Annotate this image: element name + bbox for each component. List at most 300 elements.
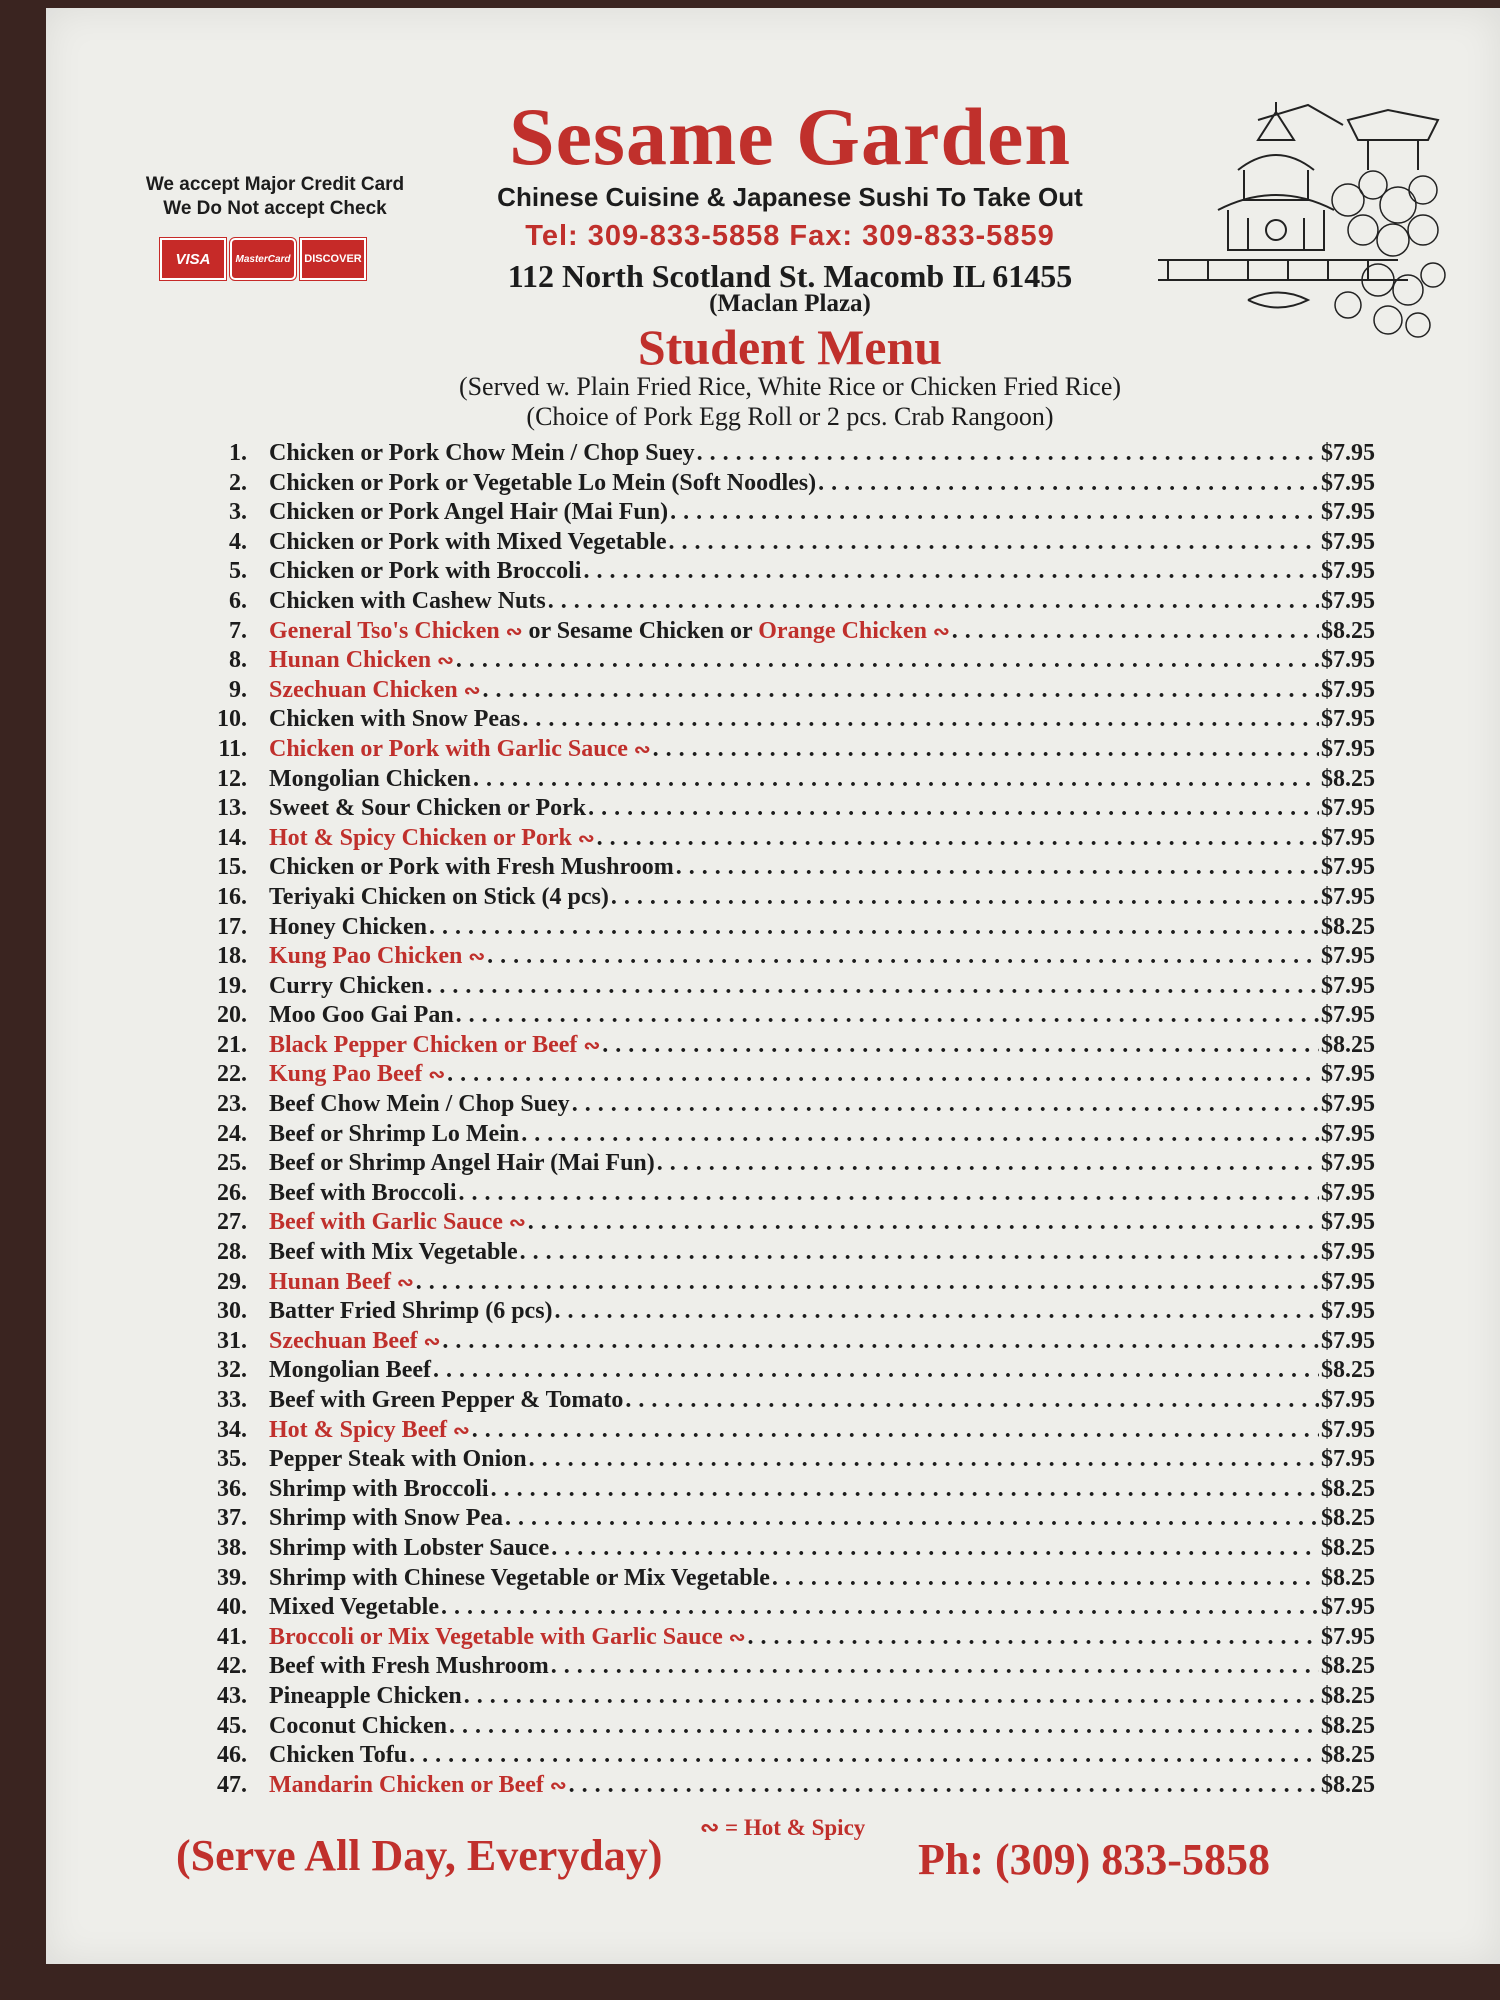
item-number: 6.	[229, 587, 247, 614]
leader-dots	[551, 1653, 1319, 1680]
spicy-icon: ∾	[633, 738, 651, 761]
leader-dots	[416, 1269, 1319, 1296]
item-name	[269, 1032, 600, 1059]
item-price: $7.95	[1321, 972, 1375, 999]
item-name	[269, 440, 695, 467]
leader-dots	[433, 1357, 1319, 1384]
item-number: 35.	[217, 1446, 247, 1473]
item-name-text: Pepper Steak with Onion	[269, 1446, 527, 1473]
item-name	[269, 1387, 623, 1414]
menu-item	[195, 1032, 1375, 1062]
item-name-text: Chicken with Snow Peas	[269, 706, 521, 733]
leader-dots	[429, 914, 1319, 941]
item-number: 4.	[229, 528, 247, 555]
item-price: $8.25	[1321, 617, 1375, 644]
menu-item	[195, 736, 1375, 766]
spicy-icon: ∾	[423, 1330, 441, 1353]
menu-item	[195, 1772, 1375, 1802]
item-price: $7.95	[1321, 706, 1375, 733]
item-price: $7.95	[1321, 499, 1375, 526]
item-number: 40.	[217, 1594, 247, 1621]
leader-dots	[456, 647, 1319, 674]
leader-dots	[441, 1594, 1319, 1621]
item-name	[269, 1565, 770, 1592]
item-name	[269, 1357, 431, 1384]
item-name-part: or Sesame Chicken or	[522, 617, 759, 644]
item-name-text: Hot & Spicy Beef	[269, 1416, 447, 1443]
leader-dots	[588, 795, 1319, 822]
item-name-text: Chicken Tofu	[269, 1742, 408, 1769]
item-name	[269, 825, 595, 852]
serving-hours: (Serve All Day, Everyday)	[176, 1831, 663, 1880]
item-name-text: Batter Fried Shrimp (6 pcs)	[269, 1298, 553, 1325]
item-number: 36.	[217, 1475, 247, 1502]
item-number: 14.	[217, 824, 247, 851]
item-name	[269, 588, 546, 615]
item-number: 16.	[217, 883, 247, 910]
leader-dots	[772, 1565, 1319, 1592]
menu-item	[195, 706, 1375, 736]
menu-item	[195, 1653, 1375, 1683]
item-name-text: Pineapple Chicken	[269, 1682, 462, 1709]
item-name	[269, 1594, 439, 1621]
item-name	[269, 736, 651, 763]
leader-dots	[473, 766, 1319, 793]
item-name	[269, 677, 480, 704]
menu-item	[195, 558, 1375, 588]
item-number: 28.	[217, 1239, 247, 1266]
item-name-text: Hunan Beef	[269, 1268, 392, 1295]
item-name	[269, 499, 668, 526]
leader-dots	[551, 1535, 1319, 1562]
menu-item	[195, 529, 1375, 559]
menu-item	[195, 647, 1375, 677]
item-number: 20.	[217, 1002, 247, 1029]
item-price: $7.95	[1321, 1209, 1375, 1236]
menu-item	[195, 825, 1375, 855]
item-name-text: Hot & Spicy Chicken or Pork	[269, 824, 572, 851]
item-number: 31.	[217, 1327, 247, 1354]
item-price: $7.95	[1321, 1446, 1375, 1473]
item-name	[269, 1180, 457, 1207]
item-name	[269, 884, 609, 911]
item-name-text: Beef or Shrimp Lo Mein	[269, 1120, 520, 1147]
item-number: 19.	[217, 972, 247, 999]
spicy-icon: ∾	[932, 620, 950, 643]
item-name	[269, 1121, 519, 1148]
item-price: $7.95	[1321, 1298, 1375, 1325]
item-number: 1.	[229, 440, 247, 466]
leader-dots	[459, 1180, 1319, 1207]
item-price: $8.25	[1321, 1357, 1375, 1384]
item-price: $8.25	[1321, 1742, 1375, 1769]
item-price: $8.25	[1321, 1653, 1375, 1680]
spicy-icon: ∾	[549, 1774, 567, 1797]
leader-dots	[522, 706, 1319, 733]
leader-dots	[409, 1742, 1319, 1769]
leader-dots	[491, 1476, 1319, 1503]
leader-dots	[464, 1683, 1319, 1710]
item-number: 30.	[217, 1298, 247, 1325]
item-name	[269, 854, 674, 881]
item-price: $7.95	[1321, 1179, 1375, 1206]
menu-item	[195, 1624, 1375, 1654]
spicy-icon: ∾	[700, 1815, 720, 1840]
item-price: $7.95	[1321, 528, 1375, 555]
item-number: 11.	[218, 735, 247, 762]
item-price: $7.95	[1321, 1120, 1375, 1147]
item-price: $8.25	[1321, 1534, 1375, 1561]
item-name-text: Honey Chicken	[269, 913, 428, 940]
item-name-text: Chicken or Pork with Mixed Vegetable	[269, 528, 667, 555]
item-name	[269, 618, 950, 645]
item-name-text: Mandarin Chicken or Beef	[269, 1771, 544, 1798]
item-number: 43.	[217, 1682, 247, 1709]
item-name	[269, 1298, 553, 1325]
item-name-text: Beef with Green Pepper & Tomato	[269, 1387, 624, 1413]
item-name-text: Beef Chow Mein / Chop Suey	[269, 1091, 570, 1118]
item-name	[269, 1328, 440, 1355]
item-name-text: Beef with Garlic Sauce	[269, 1209, 503, 1236]
item-price: $7.95	[1321, 1268, 1375, 1295]
spicy-icon: ∾	[437, 650, 454, 673]
item-price: $8.25	[1321, 1564, 1375, 1591]
leader-dots	[569, 1772, 1319, 1799]
plaza-name: (Maclan Plaza)	[709, 290, 871, 317]
leader-dots	[456, 1002, 1319, 1029]
discover-logo: DISCOVER	[300, 238, 366, 280]
item-name	[269, 470, 816, 497]
item-name	[269, 558, 581, 585]
leader-dots	[442, 1328, 1319, 1355]
item-name-text: Shrimp with Snow Pea	[269, 1505, 504, 1532]
leader-dots	[528, 1209, 1319, 1236]
menu-item	[195, 1594, 1375, 1624]
menu-item	[195, 1061, 1375, 1091]
item-price: $8.25	[1321, 1505, 1375, 1532]
item-price: $7.95	[1321, 469, 1375, 496]
item-price: $7.95	[1321, 647, 1375, 674]
spicy-icon: ∾	[577, 827, 595, 850]
item-number: 5.	[229, 558, 247, 585]
menu-item	[195, 1357, 1375, 1387]
item-price: $7.95	[1321, 1239, 1375, 1266]
leader-dots	[611, 884, 1319, 911]
menu-item	[195, 1150, 1375, 1180]
phone-fax: Tel: 309-833-5858 Fax: 309-833-5859	[525, 220, 1055, 252]
item-price: $7.95	[1321, 1416, 1375, 1443]
item-price: $7.95	[1321, 943, 1375, 970]
menu-item	[195, 1505, 1375, 1535]
item-name	[269, 943, 485, 970]
menu-item	[195, 973, 1375, 1003]
item-name-text: Kung Pao Beef	[269, 1061, 423, 1088]
item-name-text: Shrimp with Chinese Vegetable or Mix Vegetable	[269, 1564, 770, 1591]
item-price: $8.25	[1321, 1475, 1375, 1502]
item-name-text: Beef with Broccoli	[269, 1179, 457, 1206]
choice-of-note: (Choice of Pork Egg Roll or 2 pcs. Crab Rangoon)	[526, 402, 1054, 431]
item-name	[269, 1742, 407, 1769]
item-name-text: Beef with Fresh Mushroom	[269, 1653, 549, 1680]
item-name-text: Chicken or Pork Angel Hair (Mai Fun)	[269, 499, 669, 526]
menu-item	[195, 1091, 1375, 1121]
item-name-text: Beef or Shrimp Angel Hair (Mai Fun)	[269, 1150, 655, 1177]
credit-card-note: We accept Major Credit Card	[145, 174, 405, 195]
leader-dots	[447, 1061, 1319, 1088]
menu-item	[195, 1269, 1375, 1299]
item-number: 45.	[217, 1712, 247, 1739]
menu-item	[195, 1121, 1375, 1151]
item-number: 46.	[217, 1742, 247, 1769]
item-number: 8.	[229, 647, 247, 674]
leader-dots	[676, 854, 1319, 881]
leader-dots	[426, 973, 1319, 1000]
menu-item	[195, 1683, 1375, 1713]
item-name-text: Black Pepper Chicken or Beef	[269, 1031, 578, 1058]
leader-dots	[952, 618, 1319, 645]
item-name	[269, 1653, 549, 1680]
item-number: 33.	[217, 1387, 247, 1413]
item-name	[269, 1417, 470, 1444]
menu-item	[195, 440, 1375, 470]
spicy-legend	[700, 1815, 865, 1841]
menu-item	[195, 1565, 1375, 1595]
spicy-icon: ∾	[508, 1212, 526, 1235]
item-price: $8.25	[1321, 1031, 1375, 1058]
menu-item	[195, 470, 1375, 500]
menu-item	[195, 943, 1375, 973]
item-name	[269, 914, 427, 941]
item-number: 9.	[229, 676, 247, 703]
spicy-icon: ∾	[428, 1064, 446, 1087]
item-number: 29.	[217, 1268, 247, 1295]
menu-item	[195, 1328, 1375, 1358]
item-number: 21.	[217, 1031, 247, 1058]
item-price: $7.95	[1321, 1061, 1375, 1088]
item-name	[269, 1683, 462, 1710]
item-name-text: Chicken or Pork with Garlic Sauce	[269, 735, 628, 762]
item-name-text: Mixed Vegetable	[269, 1594, 439, 1621]
item-name-text: Moo Goo Gai Pan	[269, 1002, 454, 1029]
item-name-text: Sweet & Sour Chicken or Pork	[269, 795, 587, 822]
menu-item	[195, 1298, 1375, 1328]
item-name	[269, 1239, 518, 1266]
address: 112 North Scotland St. Macomb IL 61455	[507, 258, 1073, 294]
item-name	[269, 1772, 567, 1799]
item-name	[269, 1002, 454, 1029]
item-name	[269, 1061, 445, 1088]
item-price: $7.95	[1321, 1387, 1375, 1413]
menu-item	[195, 677, 1375, 707]
item-price: $7.95	[1321, 558, 1375, 585]
item-number: 26.	[217, 1179, 247, 1206]
item-name-text: Chicken or Pork Chow Mein / Chop Suey	[269, 440, 695, 466]
item-number: 10.	[217, 706, 247, 733]
item-price: $7.95	[1321, 795, 1375, 822]
item-price: $7.95	[1321, 1594, 1375, 1621]
leader-dots	[818, 470, 1319, 497]
item-price: $8.25	[1321, 1682, 1375, 1709]
menu-item	[195, 1239, 1375, 1269]
item-number: 39.	[217, 1564, 247, 1591]
item-name	[269, 1535, 549, 1562]
item-number: 18.	[217, 943, 247, 970]
check-note: We Do Not accept Check	[163, 198, 387, 219]
item-number: 47.	[217, 1771, 247, 1798]
leader-dots	[670, 499, 1319, 526]
menu-item	[195, 1742, 1375, 1772]
item-number: 32.	[217, 1357, 247, 1384]
spicy-icon: ∾	[505, 620, 523, 643]
item-price: $7.95	[1321, 1623, 1375, 1650]
item-number: 2.	[229, 469, 247, 496]
item-price: $8.25	[1321, 765, 1375, 792]
menu-item	[195, 1446, 1375, 1476]
leader-dots	[520, 1239, 1319, 1266]
spicy-icon: ∾	[452, 1419, 470, 1442]
leader-dots	[583, 558, 1319, 585]
item-number: 17.	[217, 913, 247, 940]
item-name-text: Broccoli or Mix Vegetable with Garlic Sauce	[269, 1623, 723, 1650]
leader-dots	[505, 1505, 1319, 1532]
leader-dots	[555, 1298, 1319, 1325]
item-name-text: Hunan Chicken	[269, 647, 432, 674]
menu-item	[195, 1535, 1375, 1565]
leader-dots	[597, 825, 1319, 852]
leader-dots	[602, 1032, 1319, 1059]
leader-dots	[653, 736, 1319, 763]
spicy-legend-label: = Hot & Spicy	[725, 1815, 866, 1840]
menu-item	[195, 884, 1375, 914]
menu-item	[195, 1209, 1375, 1239]
visa-logo: VISA	[160, 238, 226, 280]
item-name	[269, 1505, 503, 1532]
item-number: 38.	[217, 1534, 247, 1561]
leader-dots	[487, 943, 1319, 970]
spicy-icon: ∾	[468, 946, 486, 969]
leader-dots	[657, 1150, 1319, 1177]
item-number: 22.	[217, 1061, 247, 1088]
mastercard-logo: MasterCard	[230, 238, 296, 280]
spicy-icon: ∾	[463, 679, 481, 702]
item-name-text: Szechuan Beef	[269, 1327, 418, 1354]
tagline: Chinese Cuisine & Japanese Sushi To Take Out	[497, 182, 1083, 212]
spicy-icon: ∾	[397, 1271, 414, 1294]
item-name	[269, 1209, 526, 1236]
item-name-part: Orange Chicken	[758, 617, 927, 644]
item-number: 23.	[217, 1091, 247, 1118]
leader-dots	[521, 1121, 1319, 1148]
spicy-icon: ∾	[583, 1034, 601, 1057]
item-number: 27.	[217, 1209, 247, 1236]
item-name	[269, 647, 454, 674]
pagoda-illustration	[1148, 100, 1448, 350]
item-name	[269, 973, 424, 1000]
menu-item	[195, 1002, 1375, 1032]
menu-item	[195, 1417, 1375, 1447]
item-name-part: General Tso's Chicken	[269, 617, 500, 644]
item-price: $7.95	[1321, 1327, 1375, 1354]
item-price: $7.95	[1321, 587, 1375, 614]
item-name	[269, 529, 667, 556]
item-number: 15.	[217, 854, 247, 881]
item-name	[269, 1269, 414, 1296]
item-name-text: Chicken or Pork with Broccoli	[269, 558, 582, 585]
item-name	[269, 706, 520, 733]
menu-item	[195, 618, 1375, 648]
menu-item	[195, 854, 1375, 884]
item-name	[269, 1150, 655, 1177]
leader-dots	[697, 440, 1319, 467]
item-number: 12.	[217, 765, 247, 792]
item-name	[269, 1476, 489, 1503]
item-price: $7.95	[1321, 440, 1375, 466]
item-name-text: Chicken or Pork with Fresh Mushroom	[269, 854, 674, 881]
menu-item	[195, 795, 1375, 825]
item-name-text: Curry Chicken	[269, 972, 425, 999]
menu-item	[195, 1713, 1375, 1743]
leader-dots	[747, 1624, 1319, 1651]
footer-phone: Ph: (309) 833-5858	[918, 1835, 1270, 1884]
item-name	[269, 795, 586, 822]
menu-item	[195, 914, 1375, 944]
item-price: $7.95	[1321, 1002, 1375, 1029]
item-name-text: Beef with Mix Vegetable	[269, 1239, 518, 1266]
item-price: $8.25	[1321, 913, 1375, 940]
item-name-text: Mongolian Chicken	[269, 765, 472, 792]
restaurant-name: Sesame Garden	[509, 91, 1071, 182]
item-number: 3.	[229, 499, 247, 526]
spicy-icon: ∾	[728, 1626, 746, 1649]
leader-dots	[472, 1417, 1319, 1444]
item-name-text: Shrimp with Lobster Sauce	[269, 1534, 550, 1561]
leader-dots	[572, 1091, 1319, 1118]
item-name-text: Kung Pao Chicken	[269, 943, 463, 970]
menu-item-list	[195, 440, 1375, 1801]
item-price: $7.95	[1321, 735, 1375, 762]
item-name	[269, 1713, 447, 1740]
item-number: 42.	[217, 1653, 247, 1680]
item-name-text: Shrimp with Broccoli	[269, 1475, 489, 1502]
leader-dots	[669, 529, 1319, 556]
menu-item	[195, 1387, 1375, 1417]
item-number: 41.	[217, 1623, 247, 1650]
item-name-text: Teriyaki Chicken on Stick (4 pcs)	[269, 883, 609, 910]
item-number: 25.	[217, 1150, 247, 1177]
item-price: $7.95	[1321, 1091, 1375, 1118]
card-logos	[160, 238, 366, 280]
item-number: 13.	[217, 795, 247, 822]
item-number: 37.	[217, 1505, 247, 1532]
item-price: $7.95	[1321, 1150, 1375, 1177]
menu-title: Student Menu	[637, 319, 943, 375]
leader-dots	[482, 677, 1319, 704]
item-name-text: Coconut Chicken	[269, 1712, 448, 1739]
item-price: $8.25	[1321, 1712, 1375, 1739]
item-price: $8.25	[1321, 1771, 1375, 1798]
item-name	[269, 1446, 527, 1473]
item-price: $7.95	[1321, 676, 1375, 703]
item-number: 7.	[229, 617, 247, 644]
served-with-note: (Served w. Plain Fried Rice, White Rice or Chicken Fried Rice)	[458, 372, 1122, 401]
menu-item	[195, 766, 1375, 796]
menu-item	[195, 499, 1375, 529]
item-price: $7.95	[1321, 854, 1375, 881]
item-name-text: Chicken with Cashew Nuts	[269, 587, 546, 614]
item-name	[269, 1624, 745, 1651]
leader-dots	[548, 588, 1319, 615]
item-name-text: Mongolian Beef	[269, 1357, 431, 1384]
